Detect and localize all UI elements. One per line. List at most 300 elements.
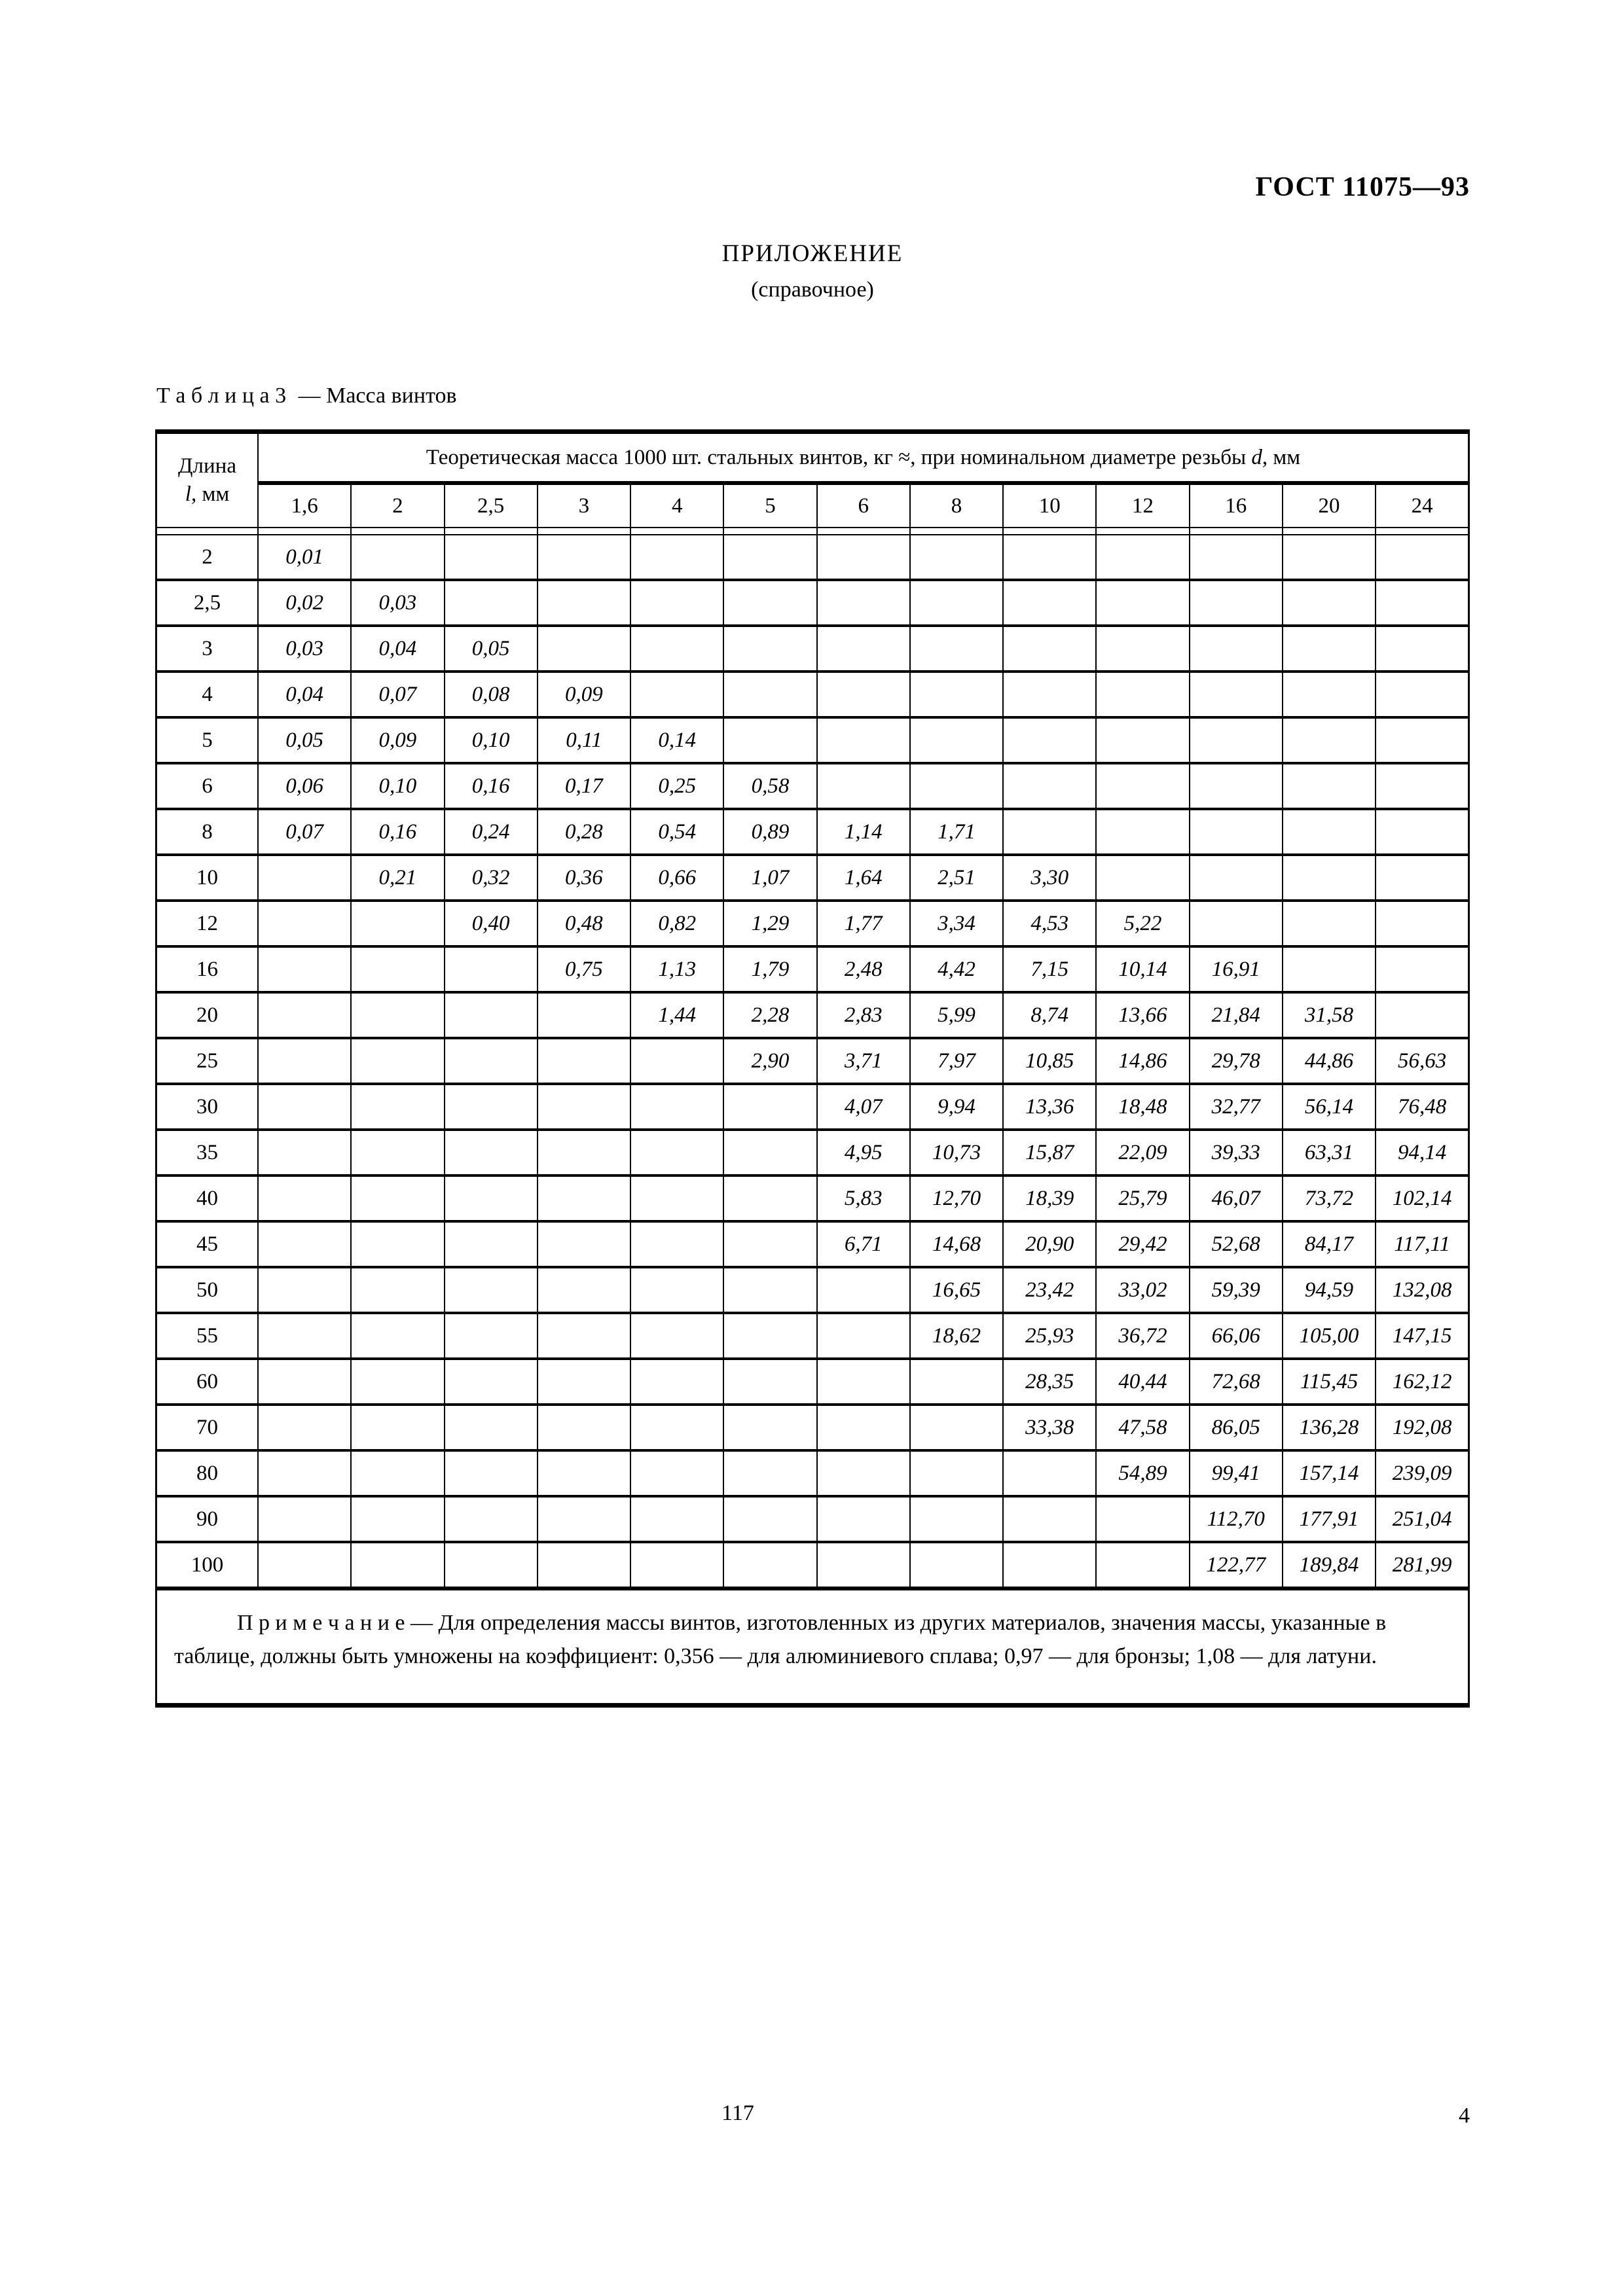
mass-value bbox=[445, 1038, 538, 1084]
table-row bbox=[156, 672, 1469, 717]
mass-value: 16,91 bbox=[1190, 946, 1283, 992]
mass-value bbox=[1096, 763, 1189, 809]
diameter-column-header: 2 bbox=[351, 483, 444, 528]
mass-value: 5,99 bbox=[910, 992, 1003, 1038]
mass-value: 8,74 bbox=[1003, 992, 1096, 1038]
mass-value bbox=[258, 1542, 351, 1588]
mass-value bbox=[630, 1267, 723, 1313]
mass-value bbox=[1003, 763, 1096, 809]
mass-value bbox=[445, 535, 538, 580]
mass-table-foot bbox=[156, 1588, 1469, 1706]
table-row bbox=[156, 1130, 1469, 1175]
mass-value: 56,63 bbox=[1376, 1038, 1468, 1084]
mass-value: 117,11 bbox=[1376, 1221, 1468, 1267]
mass-value bbox=[1283, 672, 1376, 717]
mass-value: 22,09 bbox=[1096, 1130, 1189, 1175]
mass-value bbox=[351, 1450, 444, 1496]
mass-value bbox=[1376, 717, 1468, 763]
mass-value: 2,48 bbox=[817, 946, 910, 992]
mass-value: 47,58 bbox=[1096, 1405, 1189, 1450]
mass-value bbox=[723, 1084, 816, 1130]
mass-value bbox=[630, 672, 723, 717]
mass-value bbox=[1376, 855, 1468, 901]
mass-value bbox=[630, 1084, 723, 1130]
mass-value: 2,28 bbox=[723, 992, 816, 1038]
double-rule-cell bbox=[1283, 528, 1376, 535]
mass-value: 7,97 bbox=[910, 1038, 1003, 1084]
mass-value: 16,65 bbox=[910, 1267, 1003, 1313]
mass-value: 239,09 bbox=[1376, 1450, 1468, 1496]
double-rule-cell bbox=[258, 528, 351, 535]
length-value: 8 bbox=[156, 809, 259, 855]
mass-value bbox=[817, 717, 910, 763]
mass-value bbox=[723, 672, 816, 717]
length-value: 40 bbox=[156, 1175, 259, 1221]
mass-value: 4,53 bbox=[1003, 901, 1096, 946]
mass-value bbox=[1190, 580, 1283, 626]
mass-value: 189,84 bbox=[1283, 1542, 1376, 1588]
mass-value bbox=[910, 535, 1003, 580]
mass-value: 18,48 bbox=[1096, 1084, 1189, 1130]
mass-value bbox=[1283, 763, 1376, 809]
mass-value: 31,58 bbox=[1283, 992, 1376, 1038]
mass-value bbox=[538, 1359, 630, 1405]
mass-value: 76,48 bbox=[1376, 1084, 1468, 1130]
mass-value: 18,39 bbox=[1003, 1175, 1096, 1221]
table-caption-title: — Масса винтов bbox=[298, 384, 457, 408]
length-value: 16 bbox=[156, 946, 259, 992]
mass-value bbox=[1376, 809, 1468, 855]
table-caption bbox=[156, 384, 457, 408]
mass-value bbox=[1096, 1496, 1189, 1542]
double-rule-cell bbox=[351, 528, 444, 535]
mass-value: 10,73 bbox=[910, 1130, 1003, 1175]
length-value: 6 bbox=[156, 763, 259, 809]
mass-value: 1,79 bbox=[723, 946, 816, 992]
note-label: П р и м е ч а н и е bbox=[237, 1611, 405, 1635]
mass-value bbox=[538, 1405, 630, 1450]
page-number: 117 bbox=[721, 2101, 754, 2125]
mass-value: 13,66 bbox=[1096, 992, 1189, 1038]
mass-value: 0,36 bbox=[538, 855, 630, 901]
mass-value bbox=[445, 1359, 538, 1405]
mass-value: 5,22 bbox=[1096, 901, 1189, 946]
mass-value: 0,09 bbox=[538, 672, 630, 717]
mass-value bbox=[630, 1221, 723, 1267]
mass-value bbox=[351, 1130, 444, 1175]
mass-value bbox=[723, 580, 816, 626]
mass-value: 12,70 bbox=[910, 1175, 1003, 1221]
mass-value bbox=[1190, 855, 1283, 901]
mass-value bbox=[445, 1496, 538, 1542]
mass-value bbox=[445, 1130, 538, 1175]
mass-value bbox=[1003, 1450, 1096, 1496]
length-header-line1: Длина bbox=[178, 454, 236, 478]
mass-value: 115,45 bbox=[1283, 1359, 1376, 1405]
mass-value bbox=[723, 1496, 816, 1542]
mass-value: 0,09 bbox=[351, 717, 444, 763]
length-value: 25 bbox=[156, 1038, 259, 1084]
mass-value bbox=[723, 1405, 816, 1450]
mass-value bbox=[910, 1405, 1003, 1450]
mass-value: 0,10 bbox=[351, 763, 444, 809]
mass-value: 0,16 bbox=[445, 763, 538, 809]
mass-value bbox=[351, 901, 444, 946]
double-rule-row bbox=[156, 528, 1469, 535]
mass-value: 52,68 bbox=[1190, 1221, 1283, 1267]
mass-value bbox=[258, 1175, 351, 1221]
mass-value: 72,68 bbox=[1190, 1359, 1283, 1405]
mass-value bbox=[1283, 717, 1376, 763]
mass-value bbox=[538, 535, 630, 580]
length-value: 35 bbox=[156, 1130, 259, 1175]
mass-value: 1,13 bbox=[630, 946, 723, 992]
table-row bbox=[156, 763, 1469, 809]
mass-value: 59,39 bbox=[1190, 1267, 1283, 1313]
mass-value: 32,77 bbox=[1190, 1084, 1283, 1130]
length-value: 90 bbox=[156, 1496, 259, 1542]
mass-value: 46,07 bbox=[1190, 1175, 1283, 1221]
table-row bbox=[156, 1542, 1469, 1588]
diameter-values-row bbox=[156, 483, 1469, 528]
mass-value bbox=[1190, 535, 1283, 580]
mass-value: 162,12 bbox=[1376, 1359, 1468, 1405]
mass-value bbox=[538, 1450, 630, 1496]
mass-value bbox=[723, 1221, 816, 1267]
mass-value bbox=[910, 717, 1003, 763]
table-row bbox=[156, 901, 1469, 946]
mass-value bbox=[351, 1175, 444, 1221]
mass-value bbox=[1283, 626, 1376, 672]
mass-value: 84,17 bbox=[1283, 1221, 1376, 1267]
mass-value: 15,87 bbox=[1003, 1130, 1096, 1175]
mass-value bbox=[258, 1084, 351, 1130]
mass-value bbox=[1003, 717, 1096, 763]
mass-value bbox=[910, 626, 1003, 672]
mass-value: 0,05 bbox=[258, 717, 351, 763]
table-header-row bbox=[156, 432, 1469, 484]
mass-value bbox=[1190, 809, 1283, 855]
mass-value: 44,86 bbox=[1283, 1038, 1376, 1084]
mass-value bbox=[1376, 946, 1468, 992]
mass-value bbox=[351, 1267, 444, 1313]
mass-value bbox=[1376, 992, 1468, 1038]
length-value: 5 bbox=[156, 717, 259, 763]
double-rule-cell bbox=[910, 528, 1003, 535]
mass-value: 251,04 bbox=[1376, 1496, 1468, 1542]
double-rule-cell bbox=[630, 528, 723, 535]
mass-value: 0,89 bbox=[723, 809, 816, 855]
mass-value: 1,29 bbox=[723, 901, 816, 946]
mass-value bbox=[351, 1542, 444, 1588]
mass-value bbox=[630, 1359, 723, 1405]
mass-value bbox=[910, 1450, 1003, 1496]
mass-value bbox=[817, 1313, 910, 1359]
mass-value bbox=[723, 1267, 816, 1313]
table-note bbox=[156, 1588, 1469, 1706]
mass-value: 192,08 bbox=[1376, 1405, 1468, 1450]
table-row bbox=[156, 809, 1469, 855]
mass-value: 2,51 bbox=[910, 855, 1003, 901]
mass-value bbox=[351, 1221, 444, 1267]
mass-value bbox=[538, 1175, 630, 1221]
mass-value bbox=[538, 1496, 630, 1542]
table-row bbox=[156, 626, 1469, 672]
mass-value bbox=[817, 672, 910, 717]
table-row bbox=[156, 1221, 1469, 1267]
mass-value: 94,59 bbox=[1283, 1267, 1376, 1313]
diameter-column-header: 3 bbox=[538, 483, 630, 528]
mass-value: 0,10 bbox=[445, 717, 538, 763]
span-header-unit: , мм bbox=[1262, 445, 1301, 469]
diameter-column-header: 12 bbox=[1096, 483, 1189, 528]
mass-value: 1,14 bbox=[817, 809, 910, 855]
mass-value bbox=[445, 1405, 538, 1450]
mass-value: 6,71 bbox=[817, 1221, 910, 1267]
mass-value bbox=[1003, 626, 1096, 672]
mass-value: 0,06 bbox=[258, 763, 351, 809]
mass-value bbox=[910, 1359, 1003, 1405]
mass-value: 14,86 bbox=[1096, 1038, 1189, 1084]
length-value: 10 bbox=[156, 855, 259, 901]
mass-value bbox=[351, 992, 444, 1038]
mass-value: 0,03 bbox=[258, 626, 351, 672]
mass-value: 0,02 bbox=[258, 580, 351, 626]
table-caption-label: Т а б л и ц а 3 bbox=[156, 384, 287, 408]
mass-value bbox=[1283, 580, 1376, 626]
mass-value: 122,77 bbox=[1190, 1542, 1283, 1588]
mass-value bbox=[1190, 717, 1283, 763]
diameter-column-header: 16 bbox=[1190, 483, 1283, 528]
span-header-text: Теоретическая масса 1000 шт. стальных винтов, кг ≈, при номинальном диаметре резьбы bbox=[426, 445, 1252, 469]
mass-value: 1,71 bbox=[910, 809, 1003, 855]
mass-value bbox=[445, 580, 538, 626]
mass-value bbox=[445, 1313, 538, 1359]
mass-value: 0,40 bbox=[445, 901, 538, 946]
mass-table-head bbox=[156, 432, 1469, 535]
mass-value bbox=[258, 1038, 351, 1084]
diameter-column-header: 4 bbox=[630, 483, 723, 528]
mass-value bbox=[723, 717, 816, 763]
table-row bbox=[156, 1267, 1469, 1313]
length-value: 50 bbox=[156, 1267, 259, 1313]
mass-value bbox=[538, 1084, 630, 1130]
mass-value bbox=[1376, 901, 1468, 946]
mass-value bbox=[1283, 855, 1376, 901]
mass-value: 21,84 bbox=[1190, 992, 1283, 1038]
double-rule-cell bbox=[538, 528, 630, 535]
length-value: 60 bbox=[156, 1359, 259, 1405]
mass-value: 1,44 bbox=[630, 992, 723, 1038]
mass-value: 23,42 bbox=[1003, 1267, 1096, 1313]
table-row bbox=[156, 580, 1469, 626]
mass-value: 40,44 bbox=[1096, 1359, 1189, 1405]
mass-value bbox=[1096, 535, 1189, 580]
mass-value bbox=[817, 1405, 910, 1450]
mass-value bbox=[445, 1450, 538, 1496]
mass-value bbox=[1096, 626, 1189, 672]
mass-value: 73,72 bbox=[1283, 1175, 1376, 1221]
mass-value: 0,75 bbox=[538, 946, 630, 992]
mass-value bbox=[445, 1084, 538, 1130]
mass-value bbox=[351, 1405, 444, 1450]
mass-value: 0,07 bbox=[258, 809, 351, 855]
mass-value: 25,93 bbox=[1003, 1313, 1096, 1359]
length-value: 2,5 bbox=[156, 580, 259, 626]
mass-value: 94,14 bbox=[1376, 1130, 1468, 1175]
mass-value: 54,89 bbox=[1096, 1450, 1189, 1496]
diameter-column-header: 1,6 bbox=[258, 483, 351, 528]
length-value: 80 bbox=[156, 1450, 259, 1496]
mass-value bbox=[1190, 626, 1283, 672]
mass-value bbox=[351, 1038, 444, 1084]
mass-value bbox=[258, 992, 351, 1038]
mass-table bbox=[155, 429, 1470, 1708]
mass-value: 99,41 bbox=[1190, 1450, 1283, 1496]
mass-value: 29,42 bbox=[1096, 1221, 1189, 1267]
table-row bbox=[156, 1359, 1469, 1405]
mass-value bbox=[1376, 535, 1468, 580]
double-rule-cell bbox=[445, 528, 538, 535]
mass-value: 281,99 bbox=[1376, 1542, 1468, 1588]
mass-value: 86,05 bbox=[1190, 1405, 1283, 1450]
mass-value bbox=[1190, 901, 1283, 946]
table-row bbox=[156, 1313, 1469, 1359]
mass-value bbox=[445, 946, 538, 992]
table-row bbox=[156, 1175, 1469, 1221]
mass-value: 0,04 bbox=[351, 626, 444, 672]
length-unit: , мм bbox=[191, 482, 230, 506]
mass-value: 0,14 bbox=[630, 717, 723, 763]
diameter-column-header: 8 bbox=[910, 483, 1003, 528]
mass-value: 0,08 bbox=[445, 672, 538, 717]
mass-value: 0,01 bbox=[258, 535, 351, 580]
length-header-line2 bbox=[157, 480, 257, 509]
length-column-header bbox=[156, 432, 259, 528]
mass-value bbox=[723, 1450, 816, 1496]
mass-value bbox=[817, 763, 910, 809]
mass-value bbox=[723, 1313, 816, 1359]
mass-value bbox=[723, 1542, 816, 1588]
mass-value: 7,15 bbox=[1003, 946, 1096, 992]
mass-value bbox=[538, 1130, 630, 1175]
mass-value bbox=[538, 1267, 630, 1313]
mass-value bbox=[817, 1450, 910, 1496]
mass-value: 0,32 bbox=[445, 855, 538, 901]
mass-value bbox=[538, 1038, 630, 1084]
mass-value bbox=[258, 1496, 351, 1542]
table-row bbox=[156, 1038, 1469, 1084]
mass-value bbox=[258, 1267, 351, 1313]
mass-value bbox=[1283, 901, 1376, 946]
annex-subtitle: (справочное) bbox=[751, 278, 874, 302]
mass-value bbox=[910, 1542, 1003, 1588]
mass-value bbox=[1003, 809, 1096, 855]
mass-value bbox=[1283, 946, 1376, 992]
mass-value bbox=[538, 1313, 630, 1359]
length-value: 55 bbox=[156, 1313, 259, 1359]
mass-value: 0,04 bbox=[258, 672, 351, 717]
mass-value bbox=[1096, 672, 1189, 717]
mass-value: 33,02 bbox=[1096, 1267, 1189, 1313]
mass-value bbox=[630, 535, 723, 580]
mass-value: 2,90 bbox=[723, 1038, 816, 1084]
table-row bbox=[156, 1496, 1469, 1542]
mass-value bbox=[258, 1313, 351, 1359]
length-value: 100 bbox=[156, 1542, 259, 1588]
mass-value bbox=[445, 992, 538, 1038]
double-rule-cell bbox=[1190, 528, 1283, 535]
mass-value bbox=[1003, 672, 1096, 717]
mass-value: 1,64 bbox=[817, 855, 910, 901]
mass-value bbox=[1376, 580, 1468, 626]
mass-value bbox=[630, 1496, 723, 1542]
mass-value: 1,07 bbox=[723, 855, 816, 901]
mass-value bbox=[723, 1359, 816, 1405]
mass-value: 0,24 bbox=[445, 809, 538, 855]
mass-value bbox=[538, 626, 630, 672]
mass-value bbox=[258, 1405, 351, 1450]
mass-value: 147,15 bbox=[1376, 1313, 1468, 1359]
mass-value bbox=[538, 1542, 630, 1588]
mass-value: 2,83 bbox=[817, 992, 910, 1038]
mass-value: 0,48 bbox=[538, 901, 630, 946]
mass-value: 10,14 bbox=[1096, 946, 1189, 992]
table-row bbox=[156, 1084, 1469, 1130]
length-value: 30 bbox=[156, 1084, 259, 1130]
double-rule-cell bbox=[1376, 528, 1468, 535]
mass-value: 39,33 bbox=[1190, 1130, 1283, 1175]
mass-value bbox=[630, 1313, 723, 1359]
double-rule-cell bbox=[156, 528, 259, 535]
diameter-column-header: 20 bbox=[1283, 483, 1376, 528]
mass-value bbox=[630, 1542, 723, 1588]
table-row bbox=[156, 992, 1469, 1038]
mass-value bbox=[445, 1267, 538, 1313]
mass-value bbox=[1096, 717, 1189, 763]
length-value: 3 bbox=[156, 626, 259, 672]
mass-value: 56,14 bbox=[1283, 1084, 1376, 1130]
mass-value: 0,66 bbox=[630, 855, 723, 901]
mass-value: 18,62 bbox=[910, 1313, 1003, 1359]
mass-value: 33,38 bbox=[1003, 1405, 1096, 1450]
mass-value bbox=[1096, 855, 1189, 901]
mass-value: 102,14 bbox=[1376, 1175, 1468, 1221]
mass-value: 105,00 bbox=[1283, 1313, 1376, 1359]
mass-value: 63,31 bbox=[1283, 1130, 1376, 1175]
mass-value bbox=[445, 1221, 538, 1267]
mass-value bbox=[630, 580, 723, 626]
mass-value bbox=[258, 1130, 351, 1175]
length-value: 45 bbox=[156, 1221, 259, 1267]
mass-value: 4,07 bbox=[817, 1084, 910, 1130]
mass-value: 0,82 bbox=[630, 901, 723, 946]
mass-value bbox=[630, 1405, 723, 1450]
mass-value: 13,36 bbox=[1003, 1084, 1096, 1130]
length-value: 2 bbox=[156, 535, 259, 580]
length-value: 4 bbox=[156, 672, 259, 717]
annex-title: ПРИЛОЖЕНИЕ bbox=[721, 240, 903, 267]
mass-value: 0,21 bbox=[351, 855, 444, 901]
mass-value bbox=[351, 946, 444, 992]
mass-value bbox=[910, 763, 1003, 809]
sheet-number: 4 bbox=[1459, 2104, 1470, 2128]
diameter-column-header: 6 bbox=[817, 483, 910, 528]
mass-value: 1,77 bbox=[817, 901, 910, 946]
diameter-column-header: 2,5 bbox=[445, 483, 538, 528]
mass-value bbox=[1376, 626, 1468, 672]
table-row bbox=[156, 535, 1469, 580]
